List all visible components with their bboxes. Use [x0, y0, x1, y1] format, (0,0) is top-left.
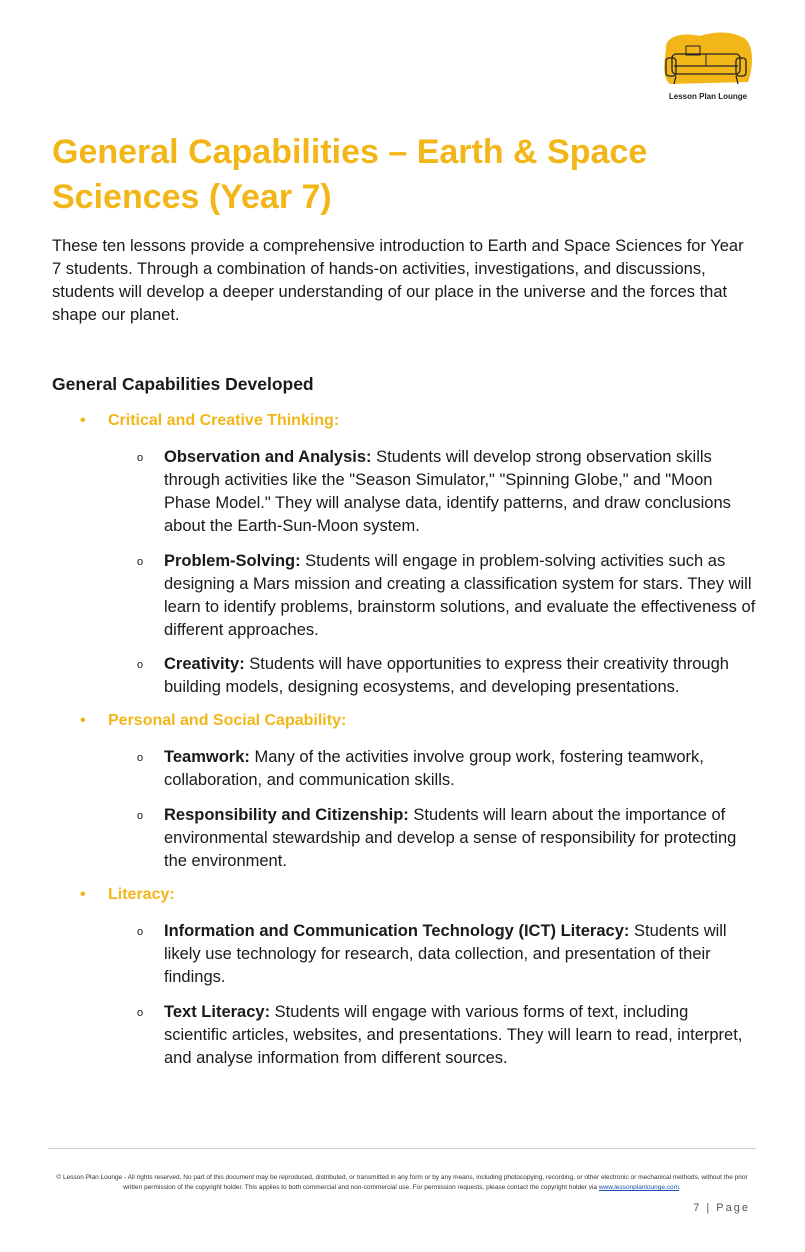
logo [660, 32, 756, 104]
item-text: Students will likely use technology for research, data collection, and presentation of their findings. [164, 922, 727, 986]
item-text: Many of the activities involve group work, fostering teamwork, collaboration, and communication skills. [164, 748, 704, 789]
list-item [164, 746, 756, 792]
footer [52, 1173, 752, 1193]
item-term: Responsibility and Citizenship: [164, 806, 409, 824]
section-heading: General Capabilities Developed [52, 374, 314, 394]
website-link[interactable]: www.lessonplanlounge.com [598, 1184, 680, 1191]
logo-text: Lesson Plan Lounge [668, 92, 748, 101]
copyright-text: © Lesson Plan Lounge - All rights reserved. No part of this document may be reproduced, distributed, or transmitted in any form or by any means, including photocopying, recording, or other electronic or mechanical methods, without the prior written permission of the copyright holder. This applies to both commercial and non-commercial use. For permission requests, please contact the copyright holder via [56, 1174, 748, 1191]
page-label: Page [716, 1202, 750, 1214]
list-item [164, 804, 756, 873]
item-term: Text Literacy: [164, 1003, 271, 1021]
page-title: General Capabilities – Earth & Space Sciences (Year 7) [52, 133, 648, 216]
intro-paragraph: These ten lessons provide a comprehensive introduction to Earth and Space Sciences for Year 7 students. Through a combination of hands-on activities, investigations, and discussions, students will develop a deeper understanding of our place in the universe and the forces that shape our planet. [52, 237, 744, 324]
item-text: Students will engage in problem-solving activities such as designing a Mars mission and creating a classification system for stars. They will learn to identify problems, brainstorm solutions, and evaluate the effectiveness of different approaches. [164, 552, 756, 639]
item-term: Observation and Analysis: [164, 448, 372, 466]
link-suffix: . [679, 1184, 681, 1191]
category-critical-thinking: • Critical and Creative Thinking: [108, 412, 339, 430]
list-item [164, 653, 756, 699]
item-text: Students will engage with various forms of text, including scientific articles, websites, and presentations. They will learn to read, interpret, and analyse information from different sources. [164, 1003, 743, 1067]
sofa-logo-icon [660, 32, 756, 92]
footer-divider [48, 1148, 756, 1149]
category-personal-social: • Personal and Social Capability: [108, 712, 346, 730]
list-item [164, 550, 756, 642]
item-text: Students will develop strong observation skills through activities like the "Season Simulator," "Spinning Globe," and "Moon Phase Model." They will analyse data, identify patterns, and draw conclusions about the Earth-Sun-Moon system. [164, 448, 731, 535]
page-separator: | [701, 1202, 717, 1214]
category-literacy: • Literacy: [108, 886, 175, 904]
item-term: Information and Communication Technology (ICT) Literacy: [164, 922, 630, 940]
item-term: Problem-Solving: [164, 552, 301, 570]
item-term: Creativity: [164, 655, 245, 673]
item-text: Students will learn about the importance of environmental stewardship and develop a sense of responsibility for protecting the environment. [164, 806, 737, 870]
page-number [693, 1202, 750, 1214]
item-text: Students will have opportunities to express their creativity through building models, designing ecosystems, and developing presentations. [164, 655, 729, 696]
list-item [164, 920, 756, 989]
item-term: Teamwork: [164, 748, 250, 766]
list-item [164, 1001, 756, 1070]
list-item [164, 446, 756, 538]
page-number-value: 7 [693, 1202, 702, 1214]
